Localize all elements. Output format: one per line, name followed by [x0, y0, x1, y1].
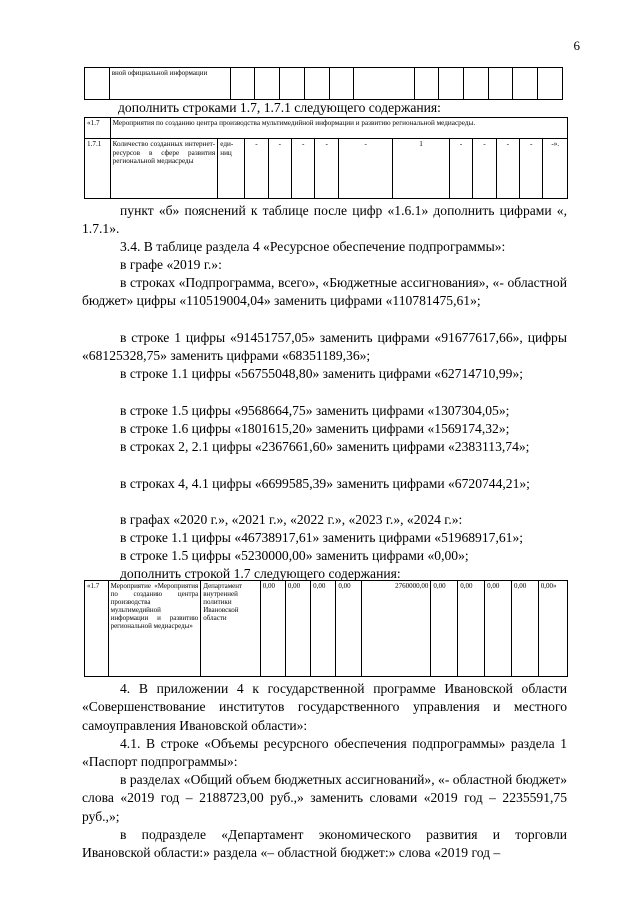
value-cell: 1 [393, 139, 449, 199]
value-cell: - [496, 139, 519, 199]
paragraph: в строках 4, 4.1 цифры «6699585,39» заменить цифрами «6720744,21»; [120, 476, 530, 491]
paragraph: в разделах «Общий объем бюджетных ассигнований», «- областной бюджет» слова «2019 год – 2188723,00 руб.,» заменить словами «2019 год – 2235591,75 руб.,»; [82, 772, 567, 824]
value-cell: 0,00 [458, 581, 485, 677]
value-cell: - [245, 139, 268, 199]
paragraph: 4. В приложении 4 к государственной программе Ивановской области «Совершенствование институтов государственного управления и местного самоуправления Ивановской области»: [82, 681, 567, 733]
paragraph: в строке 1.1 цифры «46738917,61» заменить цифрами «51968917,61»; [120, 530, 524, 545]
paragraph: 3.4. В таблице раздела 4 «Ресурсное обеспечение подпрограммы»: [120, 239, 506, 254]
intro-add-rows: дополнить строками 1.7, 1.7.1 следующего содержания: [118, 100, 441, 115]
table-row-1-7-resources [84, 580, 568, 677]
paragraph: в строке 1.6 цифры «1801615,20» заменить цифрами «1569174,32»; [120, 421, 510, 436]
row-number: 1.7.1 [85, 139, 111, 199]
paragraph: пункт «б» пояснений к таблице после цифр «1.6.1» дополнить цифрами «, 1.7.1». [82, 203, 567, 237]
table-cell-text: вной официальной информации [109, 68, 230, 100]
paragraph: в строке 1.5 цифры «9568664,75» заменить цифрами «1307304,05»; [120, 403, 510, 418]
paragraph: в строках «Подпрограмма, всего», «Бюджетные ассигнования», «- областной бюджет» цифры «110519004,04» заменить цифрами «110781475,61»; [82, 275, 567, 309]
paragraph: в строке 1.5 цифры «5230000,00» заменить цифрами «0,00»; [120, 548, 469, 563]
value-cell: 0,00 [431, 581, 458, 677]
unit-cell: еди-ниц [218, 139, 245, 199]
row-text: Количество созданных интернет-ресурсов в сфере развития региональной медиасреды [110, 139, 218, 199]
value-cell: - [292, 139, 315, 199]
page-number: 6 [573, 38, 580, 53]
paragraph: в подразделе «Департамент экономического развития и торговли Ивановской области:» раздела «– областной бюджет:» слова «2019 год – [82, 827, 567, 861]
row-org: Департамент внутренней политики Ивановской области [201, 581, 260, 677]
value-cell: - [338, 139, 393, 199]
table-rows-1-7 [84, 117, 568, 199]
paragraph: в графах «2020 г.», «2021 г.», «2022 г.», «2023 г.», «2024 г.»: [120, 512, 463, 527]
value-cell: - [268, 139, 291, 199]
value-cell: 2760000,00 [361, 581, 431, 677]
value-cell: - [315, 139, 338, 199]
row-name: Мероприятие «Мероприятия по созданию центра производства мультимедийной информации и развитию региональной медиасреды» [108, 581, 201, 677]
paragraph: 4.1. В строке «Объемы ресурсного обеспечения подпрограммы» раздела 1 «Паспорт подпрограммы»: [82, 736, 567, 770]
value-cell: 0,00 [336, 581, 361, 677]
value-cell: 0,00» [538, 581, 567, 677]
value-cell: 0,00 [485, 581, 512, 677]
paragraph: в строках 2, 2.1 цифры «2367661,60» заменить цифрами «2383113,74»; [120, 439, 530, 454]
value-cell: - [520, 139, 543, 199]
paragraph: в графе «2019 г.»: [120, 257, 222, 272]
value-cell: 0,00 [285, 581, 310, 677]
value-cell: 0,00 [260, 581, 285, 677]
paragraph: в строке 1.1 цифры «56755048,80» заменить цифрами «62714710,99»; [120, 366, 524, 381]
value-cell: 0,00 [311, 581, 336, 677]
value-cell: - [473, 139, 496, 199]
value-cell: -». [543, 139, 568, 199]
value-cell: 0,00 [511, 581, 538, 677]
row-text: Мероприятия по созданию центра производства мультимедийной информации и развитию региональной медиасреды. [110, 118, 567, 139]
paragraph: в строке 1 цифры «91451757,05» заменить цифрами «91677617,66», цифры «68125328,75» заменить цифрами «68351189,36»; [82, 330, 567, 364]
row-number: «1.7 [85, 118, 111, 139]
value-cell: - [449, 139, 472, 199]
top-table-fragment [84, 67, 563, 100]
row-number: «1.7 [85, 581, 109, 677]
paragraph: дополнить строкой 1.7 следующего содержания: [120, 566, 401, 581]
